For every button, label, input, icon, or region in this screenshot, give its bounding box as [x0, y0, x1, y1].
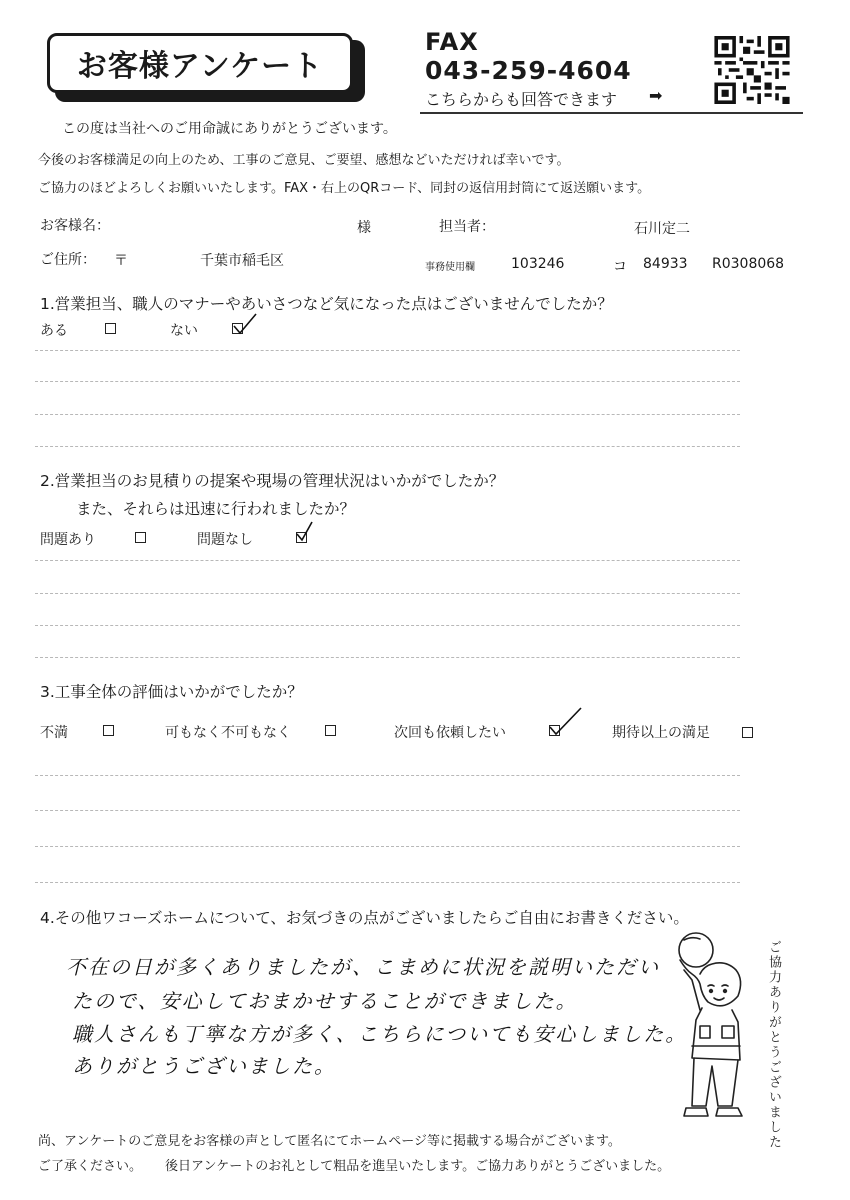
q2-question-line-1: 2.営業担当のお見積りの提案や現場の管理状況はいかがでしたか？ [40, 472, 505, 490]
right-arrow-icon: ➡ [649, 86, 663, 105]
survey-title: お客様アンケート [47, 33, 353, 93]
office-code: 103246 [511, 256, 565, 272]
q3-question: 3.工事全体の評価はいかがでしたか？ [40, 683, 303, 701]
q4-answer-line-1: 不在の日が多くありましたが、こまめに状況を説明いただい [66, 955, 660, 979]
intro-line-3: ご協力のほどよろしくお願いいたします。FAX・右上のQRコード、同封の返信用封筒にて返送願います。 [38, 181, 651, 196]
q1-option-label: ない [170, 323, 198, 339]
q2-question-line-2: また、それらは迅速に行われましたか？ [76, 500, 356, 518]
office-reference: R0308068 [712, 256, 785, 272]
office-number: 84933 [643, 256, 688, 272]
q3-option-label: 不満 [40, 725, 68, 741]
answer-line [35, 560, 740, 561]
answer-line [35, 381, 740, 382]
q2-option-label: 問題なし [197, 532, 253, 548]
header-rule [420, 112, 803, 114]
answer-line [35, 446, 740, 447]
intro-line-1: この度は当社へのご用命誠にありがとうございます。 [62, 121, 397, 137]
q3-option-label: 可もなく不可もなく [165, 725, 291, 741]
intro-line-2: 今後のお客様満足の向上のため、工事のご意見、ご要望、感想などいただければ幸いです。 [38, 153, 570, 168]
checkmark-icon [292, 519, 316, 545]
qr-code-icon[interactable] [714, 36, 790, 104]
checkmark-icon [544, 705, 584, 739]
q1-checkbox-aru[interactable] [105, 323, 116, 334]
q3-checkbox-neutral[interactable] [325, 725, 336, 736]
answer-line [35, 350, 740, 351]
q2-option-label: 問題あり [40, 532, 96, 548]
q4-answer-line-4: ありがとうございました。 [72, 1054, 336, 1078]
q4-answer-line-2: たので、安心しておまかせすることができました。 [72, 989, 578, 1013]
footer-line-2b: 後日アンケートのお礼として粗品を進呈いたします。ご協力ありがとうございました。 [165, 1159, 671, 1174]
staff-label: 担当者： [439, 219, 495, 235]
checkmark-icon [228, 310, 260, 338]
customer-name-label: お客様名： [40, 218, 110, 234]
q3-checkbox-unsatisfied[interactable] [103, 725, 114, 736]
postal-mark: 〒 [114, 253, 128, 269]
office-use-label: 事務使用欄 [425, 262, 475, 273]
side-thanks: ご協力ありがとうございました [766, 940, 781, 1150]
staff-name: 石川定二 [634, 221, 690, 237]
fax-note: こちらからも回答できます [425, 90, 618, 109]
q4-question: 4.その他ワコーズホームについて、お気づきの点がございましたらご自由にお書きください。 [40, 909, 689, 927]
sama-label: 様 [357, 220, 371, 236]
q1-question: 1.営業担当、職人のマナーやあいさつなど気になった点はございませんでしたか？ [40, 295, 613, 313]
footer-line-2a: ご了承ください。 [38, 1159, 143, 1174]
footer-line-1: 尚、アンケートのご意見をお客様の声として匿名にてホームページ等に掲載する場合がございます。 [38, 1134, 621, 1149]
worker-mascot-icon [652, 930, 762, 1122]
office-mark: コ [613, 259, 627, 275]
q4-answer-line-3: 職人さんも丁寧な方が多く、こちらについても安心しました。 [72, 1022, 688, 1046]
fax-number: 043-259-4604 [425, 56, 632, 85]
address-value: 千葉市稲毛区 [200, 253, 284, 269]
answer-line [35, 414, 740, 415]
q3-checkbox-exceeded[interactable] [742, 727, 753, 738]
answer-line [35, 810, 740, 811]
answer-line [35, 882, 740, 883]
answer-line [35, 775, 740, 776]
q2-checkbox-problem[interactable] [135, 532, 146, 543]
answer-line [35, 846, 740, 847]
answer-line [35, 625, 740, 626]
q3-option-label: 期待以上の満足 [612, 725, 710, 741]
answer-line [35, 593, 740, 594]
q1-option-label: ある [40, 323, 68, 339]
q3-option-label: 次回も依頼したい [394, 725, 506, 741]
answer-line [35, 657, 740, 658]
address-label: ご住所： [40, 252, 96, 268]
fax-label: FAX [425, 28, 479, 56]
